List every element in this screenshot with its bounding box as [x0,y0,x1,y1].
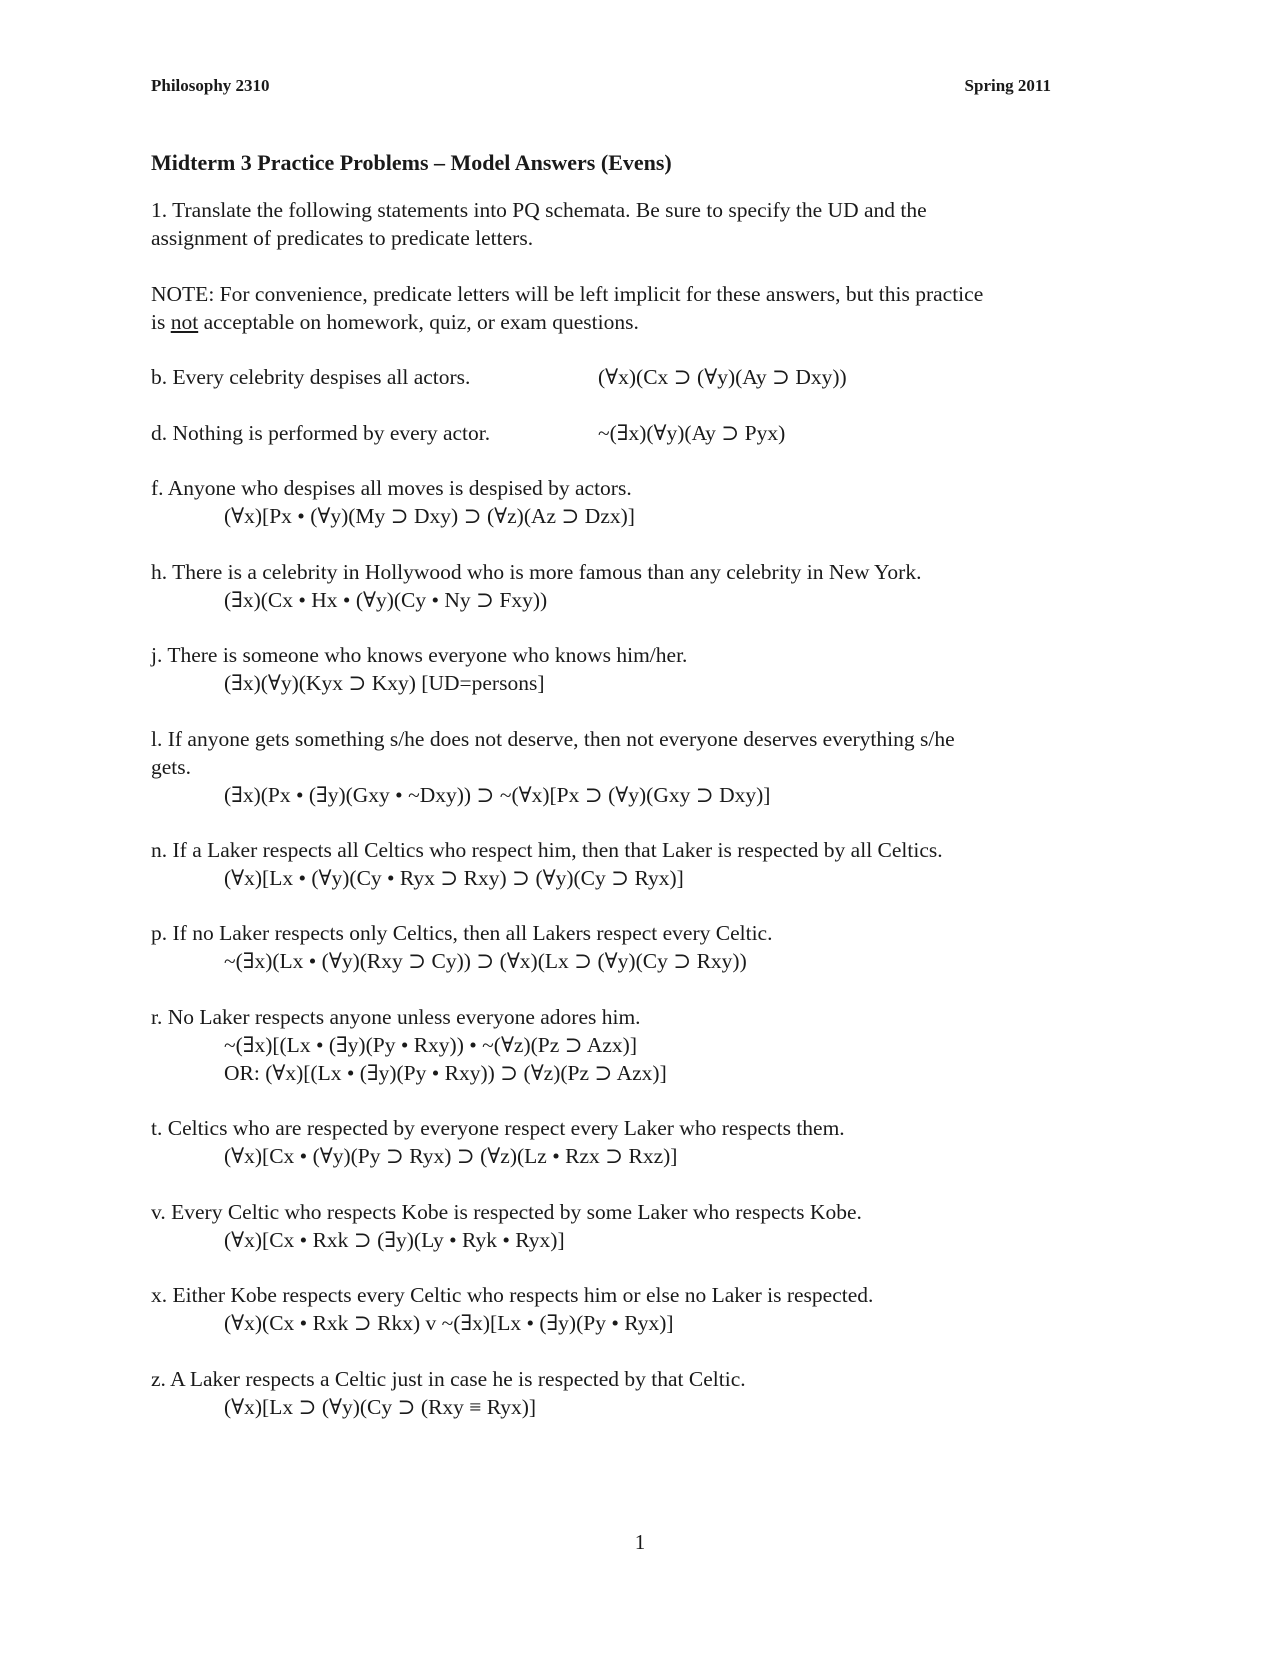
problem-l-statement-2: gets. [151,755,192,779]
problem-b [151,363,1131,391]
problem-j-statement: j. There is someone who knows everyone who knows him/her. [151,643,688,667]
page-title: Midterm 3 Practice Problems – Model Answers (Evens) [151,150,672,175]
problem-h-answer: (∃x)(Cx • Hx • (∀y)(Cy • Ny ⊃ Fxy)) [224,588,548,612]
problem-z-answer: (∀x)[Lx ⊃ (∀y)(Cy ⊃ (Rxy ≡ Ryx)] [224,1395,537,1419]
problem-r-statement: r. No Laker respects anyone unless everyone adores him. [151,1005,641,1029]
problem-d-line [151,419,1131,447]
problem-v-statement: v. Every Celtic who respects Kobe is respected by some Laker who respects Kobe. [151,1200,862,1224]
problem-p [151,919,1131,975]
note-text-post: acceptable on homework, quiz, or exam questions. [198,310,639,334]
problem-l-answer: (∃x)(Px • (∃y)(Gxy • ~Dxy)) ⊃ ~(∀x)[Px ⊃ (∀y)(Gxy ⊃ Dxy)] [224,783,771,807]
problem-t-statement: t. Celtics who are respected by everyone respect every Laker who respects them. [151,1116,845,1140]
problem-d [151,419,1131,447]
problem-n-statement: n. If a Laker respects all Celtics who respect him, then that Laker is respected by all Celtics. [151,838,943,862]
problem-x-answer: (∀x)(Cx • Rxk ⊃ Rkx) v ~(∃x)[Lx • (∃y)(Py • Ryx)] [224,1311,674,1335]
problem-b-answer: (∀x)(Cx ⊃ (∀y)(Ay ⊃ Dxy)) [598,365,847,389]
problem-p-answer: ~(∃x)(Lx • (∀y)(Rxy ⊃ Cy)) ⊃ (∀x)(Lx ⊃ (∀y)(Cy ⊃ Rxy)) [224,949,747,973]
term: Spring 2011 [964,76,1051,95]
problem-r [151,1003,1131,1087]
problem-x [151,1281,1131,1337]
instruction-line-1: 1. Translate the following statements into PQ schemata. Be sure to specify the UD and the [151,198,927,222]
problem-b-statement: b. Every celebrity despises all actors. [151,365,471,389]
page-number: 1 [634,1530,646,1554]
problem-r-answer-alt: OR: (∀x)[(Lx • (∃y)(Py • Rxy)) ⊃ (∀z)(Pz ⊃ Azx)] [224,1061,667,1085]
problem-t [151,1114,1131,1170]
note [151,280,1131,336]
problem-l [151,725,1131,809]
instruction-line-2: assignment of predicates to predicate letters. [151,226,534,250]
problem-h-statement: h. There is a celebrity in Hollywood who is more famous than any celebrity in New York. [151,560,922,584]
problem-j [151,641,1131,697]
problem-r-answer: ~(∃x)[(Lx • (∃y)(Py • Rxy)) • ~(∀z)(Pz ⊃ Azx)] [224,1033,638,1057]
note-line-1: NOTE: For convenience, predicate letters will be left implicit for these answers, but this practice [151,282,984,306]
course-name: Philosophy 2310 [151,76,270,95]
note-underlined-word: not [170,310,199,334]
problem-d-statement: d. Nothing is performed by every actor. [151,421,491,445]
problem-z-statement: z. A Laker respects a Celtic just in case he is respected by that Celtic. [151,1367,746,1391]
problem-p-statement: p. If no Laker respects only Celtics, then all Lakers respect every Celtic. [151,921,773,945]
instruction [151,196,1131,252]
problem-j-answer: (∃x)(∀y)(Kyx ⊃ Kxy) [UD=persons] [224,671,545,695]
problem-z [151,1365,1131,1421]
page-header [151,76,1051,100]
problem-n [151,836,1131,892]
problem-h [151,558,1131,614]
problem-v [151,1198,1131,1254]
problem-f [151,474,1131,530]
note-line-2 [151,308,1131,336]
problem-t-answer: (∀x)[Cx • (∀y)(Py ⊃ Ryx) ⊃ (∀z)(Lz • Rzx ⊃ Rxz)] [224,1144,678,1168]
problem-f-statement: f. Anyone who despises all moves is despised by actors. [151,476,632,500]
problem-x-statement: x. Either Kobe respects every Celtic who respects him or else no Laker is respected. [151,1283,874,1307]
problem-f-answer: (∀x)[Px • (∀y)(My ⊃ Dxy) ⊃ (∀z)(Az ⊃ Dzx)] [224,504,635,528]
problem-b-line [151,363,1131,391]
problem-v-answer: (∀x)[Cx • Rxk ⊃ (∃y)(Ly • Ryk • Ryx)] [224,1228,565,1252]
problem-l-statement-1: l. If anyone gets something s/he does not deserve, then not everyone deserves everything s/he [151,727,955,751]
problem-n-answer: (∀x)[Lx • (∀y)(Cy • Ryx ⊃ Rxy) ⊃ (∀y)(Cy ⊃ Ryx)] [224,866,684,890]
note-text-pre: is [151,310,171,334]
problem-d-answer: ~(∃x)(∀y)(Ay ⊃ Pyx) [598,421,786,445]
